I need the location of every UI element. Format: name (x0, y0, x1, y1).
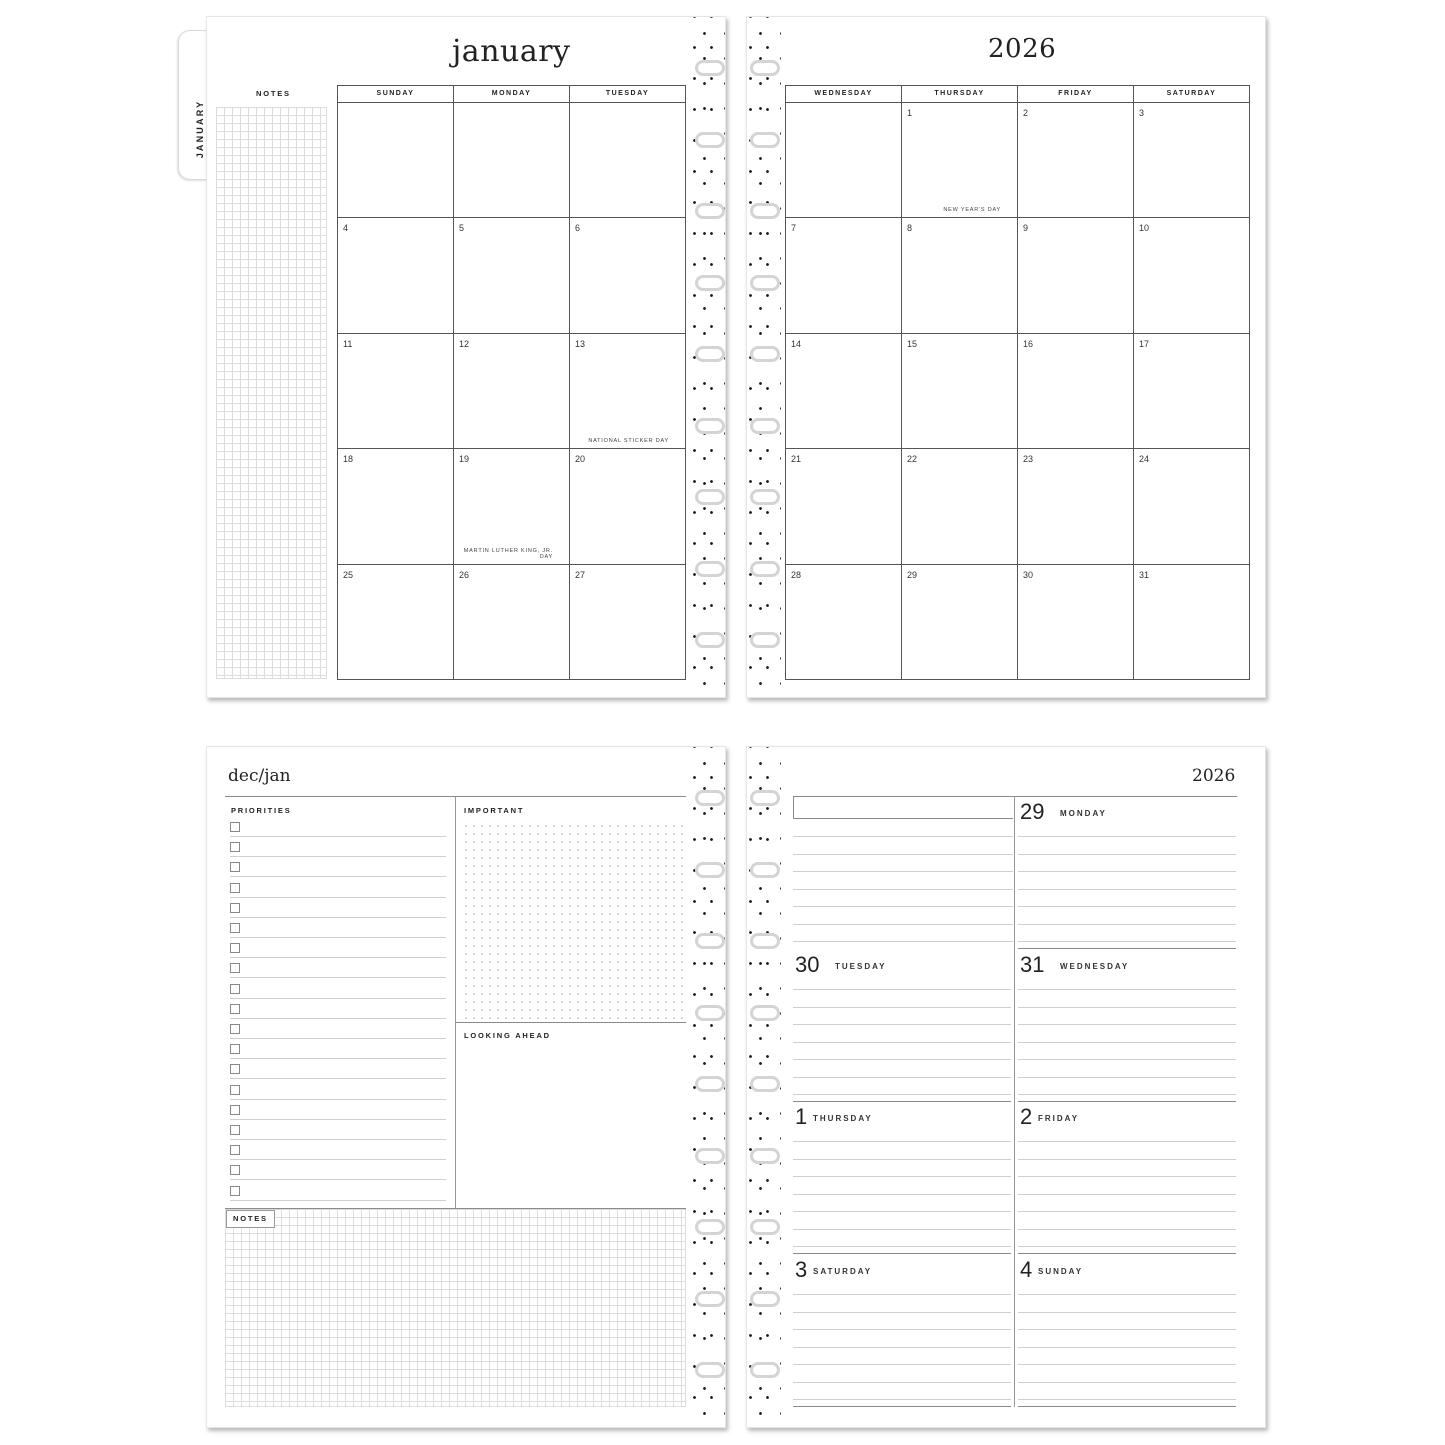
calendar-day-cell[interactable] (338, 103, 454, 218)
ring-disc (695, 60, 725, 76)
writing-line (1018, 1399, 1236, 1400)
priority-row[interactable] (230, 938, 446, 958)
week-day-name: THURSDAY (813, 1114, 873, 1123)
priority-row[interactable] (230, 898, 446, 918)
priority-checkbox[interactable] (230, 943, 240, 953)
day-number: 17 (1139, 338, 1150, 349)
ring-disc (695, 203, 725, 219)
writing-line (793, 1007, 1011, 1008)
ring-disc (750, 489, 780, 505)
day-number: 3 (1139, 108, 1145, 118)
priority-row[interactable] (230, 958, 446, 978)
priority-checkbox[interactable] (230, 842, 240, 852)
ring-disc (750, 132, 780, 148)
day-number: 29 (907, 569, 918, 580)
priority-row[interactable] (230, 1160, 446, 1180)
ring-disc (750, 933, 780, 949)
calendar-day-cell[interactable] (454, 565, 570, 680)
writing-line (1018, 836, 1236, 837)
priority-checkbox[interactable] (230, 1105, 240, 1115)
day-number: 27 (575, 569, 586, 580)
writing-line (1018, 989, 1236, 990)
ring-disc (695, 632, 725, 648)
calendar-day-cell[interactable] (338, 334, 454, 449)
ring-disc (695, 1219, 725, 1235)
ring-disc (695, 790, 725, 806)
week-day-name: FRIDAY (1038, 1114, 1080, 1123)
day-number: 24 (1139, 454, 1150, 465)
calendar-day-cell[interactable] (454, 449, 570, 564)
priority-row[interactable] (230, 1181, 446, 1201)
ring-disc (750, 1219, 780, 1235)
week-day-number: 1 (795, 1104, 808, 1129)
calendar-day-cell[interactable] (786, 334, 902, 449)
ring-disc (695, 132, 725, 148)
ring-disc (750, 1005, 780, 1021)
writing-line (793, 1094, 1011, 1095)
priority-checkbox[interactable] (230, 822, 240, 832)
writing-line (793, 1077, 1011, 1078)
writing-line (1018, 1382, 1236, 1383)
day-separator (793, 1253, 1011, 1254)
ring-disc (750, 862, 780, 878)
writing-line (793, 1042, 1011, 1043)
ring-disc (695, 862, 725, 878)
writing-line (793, 941, 1013, 942)
writing-line (793, 1024, 1011, 1025)
ring-disc (750, 1076, 780, 1092)
weekday-header: SUNDAY (338, 86, 454, 103)
calendar-day-cell[interactable] (570, 449, 686, 564)
day-number: 7 (791, 223, 797, 234)
calendar-day-cell[interactable] (902, 334, 1018, 449)
calendar-day-cell[interactable] (1018, 334, 1134, 449)
writing-line (793, 1294, 1011, 1295)
calendar-day-cell[interactable] (902, 565, 1018, 680)
priority-checkbox[interactable] (230, 1064, 240, 1074)
writing-line (1018, 1347, 1236, 1348)
day-separator (1018, 1253, 1236, 1254)
month-tab-label: JANUARY (195, 99, 205, 159)
ring-disc (750, 1362, 780, 1378)
priority-checkbox[interactable] (230, 1145, 240, 1155)
holiday-label: NATIONAL STICKER DAY (588, 438, 669, 445)
priority-row[interactable] (230, 918, 446, 938)
looking-ahead-label: LOOKING AHEAD (464, 1031, 551, 1040)
writing-line (1018, 1007, 1236, 1008)
writing-line (1018, 1059, 1236, 1060)
week-day-number: 4 (1020, 1257, 1033, 1282)
writing-line (1018, 871, 1236, 872)
day-number: 25 (343, 569, 354, 580)
day-number: 5 (459, 223, 465, 234)
weekday-header: WEDNESDAY (786, 86, 902, 103)
calendar-day-cell[interactable] (902, 103, 1018, 218)
week-day-block[interactable] (795, 1259, 1011, 1407)
calendar-day-cell[interactable] (786, 103, 902, 218)
writing-line (1018, 1042, 1236, 1043)
calendar-day-cell[interactable] (454, 103, 570, 218)
weekly-notes-grid[interactable] (225, 1209, 686, 1407)
priority-row[interactable] (230, 1100, 446, 1120)
priority-row[interactable] (230, 857, 446, 877)
priority-checkbox[interactable] (230, 903, 240, 913)
priority-row[interactable] (230, 1140, 446, 1160)
priority-checkbox[interactable] (230, 984, 240, 994)
day-number: 13 (575, 338, 586, 349)
day-number: 20 (575, 454, 586, 465)
writing-line (793, 1312, 1011, 1313)
ring-disc (750, 790, 780, 806)
ring-disc (695, 418, 725, 434)
week-day-block[interactable] (1020, 1106, 1236, 1254)
calendar-day-cell[interactable] (570, 334, 686, 449)
important-bottom-rule (455, 1022, 686, 1023)
writing-line (793, 1194, 1011, 1195)
calendar-day-cell[interactable] (1134, 334, 1250, 449)
writing-line (793, 1176, 1011, 1177)
priority-row[interactable] (230, 1039, 446, 1059)
ring-disc (750, 632, 780, 648)
calendar-day-cell[interactable] (1134, 103, 1250, 218)
priority-checkbox[interactable] (230, 1186, 240, 1196)
week-day-block[interactable] (1020, 954, 1236, 1102)
writing-line (793, 989, 1011, 990)
week-center-divider (1014, 797, 1015, 1407)
writing-line (793, 889, 1013, 890)
day-separator (1018, 1101, 1236, 1102)
writing-line (793, 906, 1013, 907)
writing-line (793, 1364, 1011, 1365)
writing-line (1018, 1211, 1236, 1212)
priority-checkbox[interactable] (230, 1085, 240, 1095)
day-separator (1018, 1406, 1236, 1407)
week-day-number: 30 (795, 952, 820, 977)
week-title: dec/jan (228, 766, 291, 786)
priority-row[interactable] (230, 817, 446, 837)
writing-line (1018, 941, 1236, 942)
day-number: 19 (459, 454, 470, 465)
week-day-name: SUNDAY (1038, 1267, 1084, 1276)
week-day-block[interactable] (1020, 1259, 1236, 1407)
weekly-notes-label: NOTES (226, 1210, 275, 1228)
priority-row[interactable] (230, 837, 446, 857)
ring-disc (750, 275, 780, 291)
day-number: 31 (1139, 569, 1150, 580)
notes-label: NOTES (256, 89, 291, 98)
priority-row[interactable] (230, 878, 446, 898)
writing-line (793, 1399, 1011, 1400)
writing-line (793, 836, 1013, 837)
day-number: 28 (791, 569, 802, 580)
writing-line (1018, 1246, 1236, 1247)
day-number: 2 (1023, 108, 1029, 118)
writing-line (793, 1141, 1011, 1142)
calendar-day-cell[interactable] (1018, 565, 1134, 680)
calendar-left (337, 85, 686, 680)
weekday-header: SATURDAY (1134, 86, 1250, 103)
important-dotgrid[interactable] (462, 822, 684, 1020)
calendar-day-cell[interactable] (902, 218, 1018, 333)
writing-line (793, 1059, 1011, 1060)
week-day-name: SATURDAY (813, 1267, 873, 1276)
ring-disc (750, 418, 780, 434)
writing-line (1018, 906, 1236, 907)
day-number: 21 (791, 454, 802, 465)
priority-row[interactable] (230, 1019, 446, 1039)
writing-line (1018, 1024, 1236, 1025)
priority-checkbox[interactable] (230, 1024, 240, 1034)
day-number: 1 (907, 108, 913, 118)
calendar-day-cell[interactable] (786, 218, 902, 333)
day-number: 18 (343, 454, 354, 465)
day-number: 23 (1023, 454, 1034, 465)
writing-line (1018, 1229, 1236, 1230)
writing-line (1018, 1194, 1236, 1195)
important-label: IMPORTANT (464, 806, 525, 815)
week-label-box[interactable] (793, 797, 1013, 819)
priority-checkbox[interactable] (230, 1165, 240, 1175)
week-day-number: 2 (1020, 1104, 1033, 1129)
calendar-day-cell[interactable] (902, 449, 1018, 564)
day-number: 12 (459, 338, 470, 349)
ring-disc (695, 489, 725, 505)
priority-checkbox[interactable] (230, 862, 240, 872)
writing-line (793, 1382, 1011, 1383)
ring-disc (750, 346, 780, 362)
weekday-header: THURSDAY (902, 86, 1018, 103)
week-day-block[interactable] (1020, 801, 1236, 949)
writing-line (1018, 1294, 1236, 1295)
writing-line (793, 1211, 1011, 1212)
calendar-day-cell[interactable] (1134, 449, 1250, 564)
day-separator (793, 1101, 1011, 1102)
priority-row[interactable] (230, 1059, 446, 1079)
day-number: 9 (1023, 223, 1029, 234)
ring-disc (695, 1148, 725, 1164)
week-day-name: MONDAY (1060, 809, 1107, 818)
writing-line (1018, 1312, 1236, 1313)
ring-disc (750, 203, 780, 219)
month-title: january (452, 34, 571, 69)
calendar-day-cell[interactable] (786, 449, 902, 564)
priority-checkbox[interactable] (230, 1044, 240, 1054)
ring-disc (750, 1291, 780, 1307)
ring-disc (750, 561, 780, 577)
notes-grid[interactable] (216, 107, 327, 679)
writing-line (1018, 1176, 1236, 1177)
priority-row[interactable] (230, 1080, 446, 1100)
day-number: 6 (575, 223, 581, 234)
writing-line (1018, 1159, 1236, 1160)
day-number: 26 (459, 569, 470, 580)
week-day-name: TUESDAY (835, 962, 887, 971)
year-title: 2026 (988, 34, 1057, 64)
priorities-divider (455, 797, 456, 1209)
writing-line (793, 1347, 1011, 1348)
calendar-day-cell[interactable] (1018, 449, 1134, 564)
writing-line (793, 924, 1013, 925)
ring-disc (750, 1148, 780, 1164)
day-number: 10 (1139, 223, 1150, 234)
calendar-day-cell[interactable] (1018, 218, 1134, 333)
day-number: 4 (343, 223, 349, 234)
writing-line (793, 1229, 1011, 1230)
ring-disc (695, 561, 725, 577)
calendar-day-cell[interactable] (1134, 565, 1250, 680)
ring-disc (695, 1005, 725, 1021)
ring-disc (695, 1291, 725, 1307)
calendar-day-cell[interactable] (1018, 103, 1134, 218)
priority-checkbox[interactable] (230, 1125, 240, 1135)
day-number: 22 (907, 454, 918, 465)
day-number: 14 (791, 338, 802, 349)
writing-line (1018, 1329, 1236, 1330)
calendar-day-cell[interactable] (338, 449, 454, 564)
calendar-day-cell[interactable] (570, 565, 686, 680)
day-number: 15 (907, 338, 918, 349)
day-number: 11 (343, 338, 353, 349)
day-number: 16 (1023, 338, 1034, 349)
calendar-day-cell[interactable] (570, 103, 686, 218)
ring-disc (750, 60, 780, 76)
calendar-day-cell[interactable] (1134, 218, 1250, 333)
week-year-title: 2026 (1192, 766, 1236, 786)
calendar-day-cell[interactable] (338, 565, 454, 680)
writing-line (793, 854, 1013, 855)
priority-row[interactable] (230, 999, 446, 1019)
day-separator (1018, 948, 1236, 949)
writing-line (1018, 854, 1236, 855)
writing-line (1018, 889, 1236, 890)
calendar-day-cell[interactable] (338, 218, 454, 333)
priority-checkbox[interactable] (230, 923, 240, 933)
writing-line (1018, 924, 1236, 925)
ring-disc (695, 1362, 725, 1378)
weekday-header: MONDAY (454, 86, 570, 103)
holiday-label: MARTIN LUTHER KING, JR. DAY (463, 547, 553, 560)
week-day-block[interactable] (795, 1106, 1011, 1254)
day-number: 8 (907, 223, 913, 234)
writing-line (793, 871, 1013, 872)
week-day-number: 29 (1020, 799, 1045, 824)
priority-row[interactable] (230, 979, 446, 999)
ring-disc (695, 933, 725, 949)
week-day-number: 31 (1020, 952, 1045, 977)
calendar-day-cell[interactable] (570, 218, 686, 333)
holiday-label: NEW YEAR'S DAY (943, 207, 1001, 214)
ring-disc (695, 1076, 725, 1092)
priorities-label: PRIORITIES (231, 806, 292, 815)
weekday-header: FRIDAY (1018, 86, 1134, 103)
priority-checkbox[interactable] (230, 883, 240, 893)
ring-disc (695, 346, 725, 362)
writing-line (793, 1329, 1011, 1330)
week-day-number: 3 (795, 1257, 808, 1282)
calendar-day-cell[interactable] (454, 218, 570, 333)
writing-line (793, 1159, 1011, 1160)
priority-checkbox[interactable] (230, 963, 240, 973)
calendar-day-cell[interactable] (786, 565, 902, 680)
day-separator (793, 1406, 1011, 1407)
writing-line (1018, 1094, 1236, 1095)
writing-line (1018, 1077, 1236, 1078)
priority-row[interactable] (230, 1120, 446, 1140)
week-day-block[interactable] (795, 954, 1011, 1102)
priority-checkbox[interactable] (230, 1004, 240, 1014)
calendar-day-cell[interactable] (454, 334, 570, 449)
day-number: 30 (1023, 569, 1034, 580)
writing-line (1018, 1141, 1236, 1142)
ring-disc (695, 275, 725, 291)
writing-line (1018, 1364, 1236, 1365)
writing-line (793, 1246, 1011, 1247)
calendar-right (785, 85, 1250, 680)
week-day-name: WEDNESDAY (1060, 962, 1130, 971)
weekday-header: TUESDAY (570, 86, 686, 103)
